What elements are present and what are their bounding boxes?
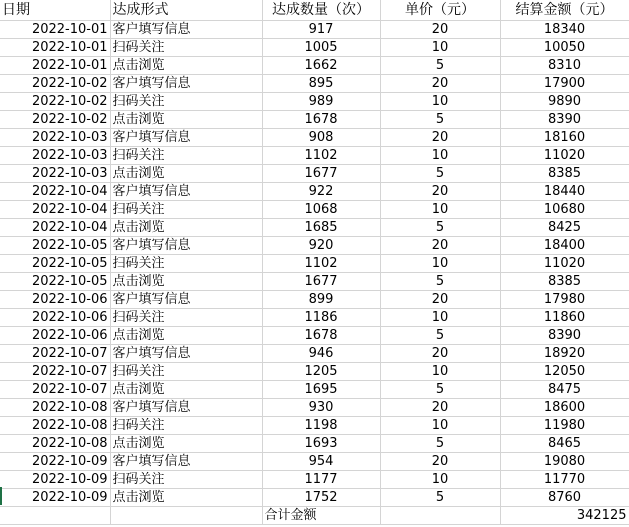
price-cell[interactable]: 5 bbox=[380, 489, 500, 507]
amount-cell[interactable]: 8385 bbox=[500, 273, 629, 291]
price-cell[interactable]: 20 bbox=[380, 237, 500, 255]
header-amount-cell[interactable]: 结算金额（元） bbox=[500, 0, 629, 21]
date-cell[interactable]: 2022-10-03 bbox=[0, 129, 110, 147]
amount-cell[interactable]: 18400 bbox=[500, 237, 629, 255]
table-row bbox=[0, 471, 629, 489]
count-cell[interactable]: 989 bbox=[262, 93, 380, 111]
price-cell[interactable]: 20 bbox=[380, 291, 500, 309]
count-cell[interactable]: 1678 bbox=[262, 111, 380, 129]
amount-cell[interactable]: 18440 bbox=[500, 183, 629, 201]
price-cell[interactable]: 10 bbox=[380, 471, 500, 489]
price-cell[interactable]: 5 bbox=[380, 111, 500, 129]
price-cell[interactable]: 20 bbox=[380, 129, 500, 147]
date-cell[interactable]: 2022-10-09 bbox=[0, 453, 110, 471]
price-cell[interactable]: 20 bbox=[380, 345, 500, 363]
total-label-cell[interactable]: 合计金额 bbox=[262, 507, 380, 525]
method-cell[interactable]: 点击浏览 bbox=[110, 111, 262, 129]
price-cell[interactable]: 20 bbox=[380, 75, 500, 93]
date-cell[interactable]: 2022-10-01 bbox=[0, 39, 110, 57]
method-cell[interactable]: 客户填写信息 bbox=[110, 75, 262, 93]
date-cell[interactable]: 2022-10-09 bbox=[0, 471, 110, 489]
count-cell[interactable]: 930 bbox=[262, 399, 380, 417]
price-cell[interactable]: 5 bbox=[380, 273, 500, 291]
header-price-cell[interactable]: 单价（元） bbox=[380, 0, 500, 21]
date-cell[interactable]: 2022-10-06 bbox=[0, 291, 110, 309]
count-cell[interactable]: 1205 bbox=[262, 363, 380, 381]
amount-cell[interactable]: 18600 bbox=[500, 399, 629, 417]
date-cell[interactable]: 2022-10-06 bbox=[0, 327, 110, 345]
method-cell[interactable]: 点击浏览 bbox=[110, 327, 262, 345]
price-cell[interactable]: 5 bbox=[380, 219, 500, 237]
method-cell[interactable]: 客户填写信息 bbox=[110, 129, 262, 147]
price-cell[interactable]: 10 bbox=[380, 201, 500, 219]
date-cell[interactable]: 2022-10-08 bbox=[0, 435, 110, 453]
date-cell[interactable]: 2022-10-03 bbox=[0, 165, 110, 183]
table-row bbox=[0, 21, 629, 39]
amount-cell[interactable]: 8390 bbox=[500, 111, 629, 129]
selected-cell-indicator bbox=[0, 487, 2, 505]
amount-cell[interactable]: 8310 bbox=[500, 57, 629, 75]
table-row bbox=[0, 129, 629, 147]
date-cell[interactable]: 2022-10-02 bbox=[0, 93, 110, 111]
method-cell[interactable]: 扫码关注 bbox=[110, 309, 262, 327]
count-cell[interactable]: 920 bbox=[262, 237, 380, 255]
price-cell[interactable]: 20 bbox=[380, 183, 500, 201]
price-cell[interactable]: 10 bbox=[380, 417, 500, 435]
count-cell[interactable]: 1102 bbox=[262, 255, 380, 273]
amount-cell[interactable]: 8465 bbox=[500, 435, 629, 453]
amount-cell[interactable]: 11020 bbox=[500, 255, 629, 273]
table-row bbox=[0, 453, 629, 471]
count-cell[interactable]: 1752 bbox=[262, 489, 380, 507]
price-cell[interactable]: 10 bbox=[380, 93, 500, 111]
amount-cell[interactable]: 18920 bbox=[500, 345, 629, 363]
empty-cell[interactable] bbox=[380, 507, 500, 525]
method-cell[interactable]: 点击浏览 bbox=[110, 273, 262, 291]
method-cell[interactable]: 点击浏览 bbox=[110, 57, 262, 75]
table-row bbox=[0, 39, 629, 57]
amount-cell[interactable]: 11020 bbox=[500, 147, 629, 165]
amount-cell[interactable]: 10050 bbox=[500, 39, 629, 57]
count-cell[interactable]: 1005 bbox=[262, 39, 380, 57]
date-cell[interactable]: 2022-10-07 bbox=[0, 381, 110, 399]
count-cell[interactable]: 899 bbox=[262, 291, 380, 309]
amount-cell[interactable]: 19080 bbox=[500, 453, 629, 471]
method-cell[interactable]: 客户填写信息 bbox=[110, 291, 262, 309]
method-cell[interactable]: 扫码关注 bbox=[110, 471, 262, 489]
table-row bbox=[0, 237, 629, 255]
count-cell[interactable]: 1678 bbox=[262, 327, 380, 345]
table-row bbox=[0, 75, 629, 93]
price-cell[interactable]: 5 bbox=[380, 435, 500, 453]
table-row bbox=[0, 111, 629, 129]
date-cell[interactable]: 2022-10-01 bbox=[0, 21, 110, 39]
date-cell[interactable]: 2022-10-08 bbox=[0, 399, 110, 417]
price-cell[interactable]: 5 bbox=[380, 165, 500, 183]
count-cell[interactable]: 1677 bbox=[262, 273, 380, 291]
date-cell[interactable]: 2022-10-06 bbox=[0, 309, 110, 327]
table-row bbox=[0, 165, 629, 183]
count-cell[interactable]: 946 bbox=[262, 345, 380, 363]
price-cell[interactable]: 10 bbox=[380, 309, 500, 327]
table-row bbox=[0, 93, 629, 111]
price-cell[interactable]: 20 bbox=[380, 21, 500, 39]
table-row bbox=[0, 183, 629, 201]
amount-cell[interactable]: 17900 bbox=[500, 75, 629, 93]
method-cell[interactable]: 客户填写信息 bbox=[110, 183, 262, 201]
table-row bbox=[0, 291, 629, 309]
date-cell[interactable]: 2022-10-04 bbox=[0, 219, 110, 237]
method-cell[interactable]: 点击浏览 bbox=[110, 489, 262, 507]
method-cell[interactable]: 点击浏览 bbox=[110, 435, 262, 453]
header-count-cell[interactable]: 达成数量（次） bbox=[262, 0, 380, 21]
empty-cell[interactable] bbox=[0, 507, 110, 525]
price-cell[interactable]: 5 bbox=[380, 381, 500, 399]
amount-cell[interactable]: 11980 bbox=[500, 417, 629, 435]
count-cell[interactable]: 895 bbox=[262, 75, 380, 93]
date-cell[interactable]: 2022-10-05 bbox=[0, 237, 110, 255]
date-cell[interactable]: 2022-10-07 bbox=[0, 363, 110, 381]
method-cell[interactable]: 扫码关注 bbox=[110, 363, 262, 381]
amount-cell[interactable]: 10680 bbox=[500, 201, 629, 219]
method-cell[interactable]: 扫码关注 bbox=[110, 147, 262, 165]
amount-cell[interactable]: 18160 bbox=[500, 129, 629, 147]
count-cell[interactable]: 1662 bbox=[262, 57, 380, 75]
count-cell[interactable]: 1677 bbox=[262, 165, 380, 183]
method-cell[interactable]: 点击浏览 bbox=[110, 381, 262, 399]
count-cell[interactable]: 1198 bbox=[262, 417, 380, 435]
count-cell[interactable]: 1685 bbox=[262, 219, 380, 237]
table-row bbox=[0, 327, 629, 345]
amount-cell[interactable]: 11860 bbox=[500, 309, 629, 327]
count-cell[interactable]: 1693 bbox=[262, 435, 380, 453]
date-cell[interactable]: 2022-10-08 bbox=[0, 417, 110, 435]
total-value-cell[interactable]: 342125 bbox=[500, 507, 629, 525]
amount-cell[interactable]: 8760 bbox=[500, 489, 629, 507]
table-row bbox=[0, 435, 629, 453]
table-row bbox=[0, 363, 629, 381]
date-cell[interactable]: 2022-10-01 bbox=[0, 57, 110, 75]
table-row bbox=[0, 255, 629, 273]
table-row bbox=[0, 219, 629, 237]
count-cell[interactable]: 1186 bbox=[262, 309, 380, 327]
method-cell[interactable]: 扫码关注 bbox=[110, 255, 262, 273]
method-cell[interactable]: 客户填写信息 bbox=[110, 345, 262, 363]
date-cell[interactable]: 2022-10-05 bbox=[0, 255, 110, 273]
amount-cell[interactable]: 8475 bbox=[500, 381, 629, 399]
method-cell[interactable]: 客户填写信息 bbox=[110, 237, 262, 255]
table-row bbox=[0, 57, 629, 75]
amount-cell[interactable]: 12050 bbox=[500, 363, 629, 381]
amount-cell[interactable]: 8385 bbox=[500, 165, 629, 183]
table-row bbox=[0, 147, 629, 165]
method-cell[interactable]: 客户填写信息 bbox=[110, 399, 262, 417]
table-row bbox=[0, 381, 629, 399]
date-cell[interactable]: 2022-10-04 bbox=[0, 201, 110, 219]
total-row bbox=[0, 507, 629, 525]
date-cell[interactable]: 2022-10-05 bbox=[0, 273, 110, 291]
method-cell[interactable]: 扫码关注 bbox=[110, 417, 262, 435]
price-cell[interactable]: 20 bbox=[380, 453, 500, 471]
amount-cell[interactable]: 8390 bbox=[500, 327, 629, 345]
amount-cell[interactable]: 8425 bbox=[500, 219, 629, 237]
table-row bbox=[0, 273, 629, 291]
count-cell[interactable]: 908 bbox=[262, 129, 380, 147]
date-cell[interactable]: 2022-10-07 bbox=[0, 345, 110, 363]
amount-cell[interactable]: 11770 bbox=[500, 471, 629, 489]
method-cell[interactable]: 客户填写信息 bbox=[110, 453, 262, 471]
table-row bbox=[0, 309, 629, 327]
method-cell[interactable]: 扫码关注 bbox=[110, 201, 262, 219]
method-cell[interactable]: 扫码关注 bbox=[110, 93, 262, 111]
amount-cell[interactable]: 18340 bbox=[500, 21, 629, 39]
method-cell[interactable]: 点击浏览 bbox=[110, 219, 262, 237]
date-cell[interactable]: 2022-10-09 bbox=[0, 489, 110, 507]
date-cell[interactable]: 2022-10-02 bbox=[0, 111, 110, 129]
price-cell[interactable]: 5 bbox=[380, 57, 500, 75]
count-cell[interactable]: 1695 bbox=[262, 381, 380, 399]
price-cell[interactable]: 5 bbox=[380, 327, 500, 345]
price-cell[interactable]: 10 bbox=[380, 363, 500, 381]
count-cell[interactable]: 922 bbox=[262, 183, 380, 201]
date-cell[interactable]: 2022-10-04 bbox=[0, 183, 110, 201]
method-cell[interactable]: 点击浏览 bbox=[110, 165, 262, 183]
empty-cell[interactable] bbox=[110, 507, 262, 525]
method-cell[interactable]: 扫码关注 bbox=[110, 39, 262, 57]
count-cell[interactable]: 1068 bbox=[262, 201, 380, 219]
date-cell[interactable]: 2022-10-02 bbox=[0, 75, 110, 93]
amount-cell[interactable]: 17980 bbox=[500, 291, 629, 309]
table-row bbox=[0, 201, 629, 219]
count-cell[interactable]: 1177 bbox=[262, 471, 380, 489]
header-row bbox=[0, 0, 629, 21]
table-row bbox=[0, 489, 629, 507]
table-row bbox=[0, 417, 629, 435]
count-cell[interactable]: 1102 bbox=[262, 147, 380, 165]
header-date-cell[interactable]: 日期 bbox=[0, 0, 110, 21]
count-cell[interactable]: 917 bbox=[262, 21, 380, 39]
price-cell[interactable]: 20 bbox=[380, 399, 500, 417]
method-cell[interactable]: 客户填写信息 bbox=[110, 21, 262, 39]
count-cell[interactable]: 954 bbox=[262, 453, 380, 471]
price-cell[interactable]: 10 bbox=[380, 39, 500, 57]
price-cell[interactable]: 10 bbox=[380, 255, 500, 273]
price-cell[interactable]: 10 bbox=[380, 147, 500, 165]
amount-cell[interactable]: 9890 bbox=[500, 93, 629, 111]
header-method-cell[interactable]: 达成形式 bbox=[110, 0, 262, 21]
date-cell[interactable]: 2022-10-03 bbox=[0, 147, 110, 165]
table-row bbox=[0, 399, 629, 417]
table-row bbox=[0, 345, 629, 363]
